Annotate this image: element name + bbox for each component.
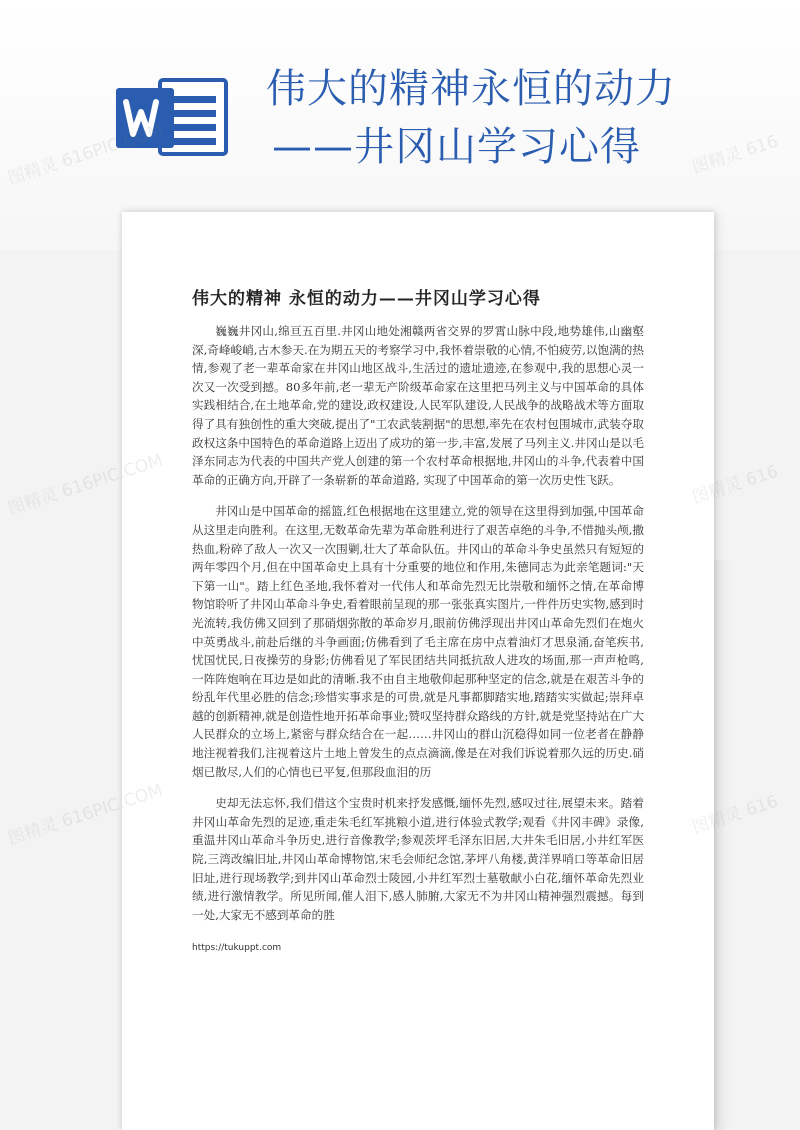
watermark: 图精灵 616PIC.COM bbox=[5, 450, 166, 520]
watermark: 图精灵 616PIC.COM bbox=[5, 780, 166, 850]
word-document-icon bbox=[112, 72, 230, 162]
banner-title-line2: ——井冈山学习心得 bbox=[272, 124, 641, 170]
banner-title-line1: 伟大的精神永恒的动力 bbox=[266, 66, 676, 112]
banner-title bbox=[266, 60, 786, 176]
paragraph-2: 井冈山是中国革命的摇篮,红色根据地在这里建立,党的领导在这里得到加强,中国革命从这里走向胜利。在这里,无数革命先辈为革命胜利进行了艰苦卓绝的斗争,不惜抛头颅,撒热血,粉碎了敌人一次又一次围剿,壮大了革命队伍。井冈山的革命斗争史虽然只有短短的两年零四个月,但在中国革命史上具有十分重要的地位和作用,朱德同志为此亲笔题词:"天下第一山"。踏上红色圣地,我怀着对一代伟人和革命先烈无比崇敬和缅怀之情,在革命博物馆聆听了井冈山革命斗争史,看着眼前呈现的那一张张真实图片,一件件历史实物,感到时光流转,我仿佛又回到了那硝烟弥散的革命岁月,眼前仿佛浮现出井冈山革命先烈们在炮火中英勇战斗,前赴后继的斗争画面;仿佛看到了毛主席在房中点着油灯才思泉涌,奋笔疾书,忧国忧民,日夜操劳的身影;仿佛看见了军民团结共同抵抗敌人进攻的场面,那一声声枪鸣,一阵阵炮响在耳边是如此的清晰.我不由自主地敬仰起那种坚定的信念,就是在艰苦斗争的纷乱年代里必胜的信念;珍惜实事求是的可贵,就是凡事都脚踏实地,踏踏实实做起;崇拜卓越的创新精神,就是创造性地开拓革命事业;赞叹坚持群众路线的方针,就是党坚持站在广大人民群众的立场上,紧密与群众结合在一起……井冈山的群山沉稳得如同一位老者在静静地注视着我们,注视着这片土地上曾发生的点点滴滴,像是在对我们诉说着那久远的历史.硝烟已散尽,人们的心情也已平复,但那段血泪的历 bbox=[192, 504, 644, 779]
document-url[interactable]: https://tukuppt.com bbox=[192, 943, 282, 953]
document-title: 伟大的精神 永恒的动力——井冈山学习心得 bbox=[192, 289, 541, 309]
watermark: 图精灵 616 bbox=[689, 791, 781, 839]
paragraph-1: 巍巍井冈山,绵亘五百里.井冈山地处湘赣两省交界的罗霄山脉中段,地势雄伟,山幽壑深,奇峰峻峭,古木参天.在为期五天的考察学习中,我怀着崇敬的心情,不怕疲劳,以饱满的热情,参观了老一辈革命家在井冈山地区战斗,生活过的遗址遗迹,在参观中,我的思想心灵一次又一次受到撼。80多年前,老一辈无产阶级革命家在这里把马列主义与中国革命的具体实践相结合,在土地革命,党的建设,政权建设,人民军队建设,人民战争的战略战术等方面取得了具有独创性的重大突破,提出了"工农武装割据"的思想,率先在农村包围城市,武装夺取政权这条中国特色的革命道路上迈出了成功的第一步,丰富,发展了马列主义.井冈山是以毛泽东同志为代表的中国共产党人创建的第一个农村革命根据地,井冈山的斗争,代表着中国革命的正确方向,开辟了一条崭新的革命道路, 实现了中国革命的第一次历史性飞跃。 bbox=[192, 324, 644, 487]
watermark: 图精灵 616 bbox=[689, 461, 781, 509]
document-page bbox=[122, 212, 714, 1130]
paragraph-3: 史却无法忘怀,我们借这个宝贵时机来抒发感慨,缅怀先烈,感叹过往,展望未来。踏着井冈山革命先烈的足迹,重走朱毛红军挑粮小道,进行体验式教学;观看《井冈丰碑》录像,重温井冈山革命斗争历史,进行音像教学;参观茨坪毛泽东旧居,大井朱毛旧居,小井红军医院,三湾改编旧址,井冈山革命博物馆,宋毛会师纪念馆,茅坪八角楼,黄洋界哨口等革命旧居旧址,进行现场教学;到井冈山革命烈士陵园,小井红军烈士墓敬献小白花,缅怀革命先烈业绩,进行激情教学。所见所闻,催人泪下,感人肺腑,大家无不为井冈山精神强烈震撼。每到一处,大家无不感到革命的胜 bbox=[192, 796, 644, 922]
document-body bbox=[192, 322, 644, 937]
